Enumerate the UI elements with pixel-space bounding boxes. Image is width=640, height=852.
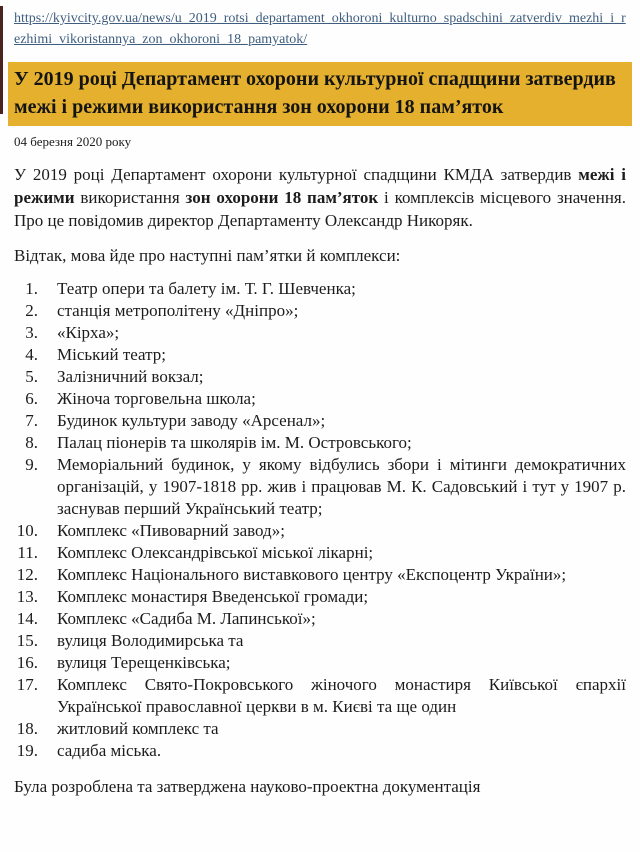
list-item-number: 13. — [16, 587, 38, 606]
list-item — [14, 300, 626, 322]
list-item-text: Театр опери та балету ім. Т. Г. Шевченка; — [57, 279, 356, 298]
list-item-number: 1. — [25, 279, 38, 298]
intro-text-1: У 2019 році Департамент охорони культурної спадщини КМДА затвердив — [14, 165, 579, 184]
list-item-text: Міський театр; — [57, 345, 166, 364]
list-item — [14, 410, 626, 432]
list-item — [14, 608, 626, 630]
closing-paragraph: Була розроблена та затверджена науково-проектна документація — [14, 777, 481, 796]
intro-bold-1: межі і режими — [14, 165, 626, 207]
list-item-number: 15. — [16, 631, 38, 650]
list-item — [14, 586, 626, 608]
list-item-text: вулиця Терещенківська; — [57, 653, 231, 672]
list-item-text: Комплекс Національного виставкового центру «Експоцентр України»; — [57, 565, 567, 584]
list-item-number: 8. — [25, 433, 38, 452]
list-item — [14, 454, 626, 520]
list-item-number: 16. — [16, 653, 38, 672]
list-item — [14, 630, 626, 652]
list-item-text: Палац піонерів та школярів ім. М. Островського; — [57, 433, 412, 452]
list-item-text: Будинок культури заводу «Арсенал»; — [57, 411, 326, 430]
list-item — [14, 652, 626, 674]
list-item-number: 12. — [16, 565, 38, 584]
list-item-number: 5. — [25, 367, 38, 386]
list-item — [14, 740, 626, 762]
lead-sentence: Відтак, мова йде про наступні пам’ятки й комплекси: — [14, 246, 401, 265]
list-item-text: Комплекс монастиря Введенської громади; — [57, 587, 369, 606]
list-item-text: житловий комплекс та — [57, 719, 219, 738]
list-item-text: Залізничний вокзал; — [57, 367, 204, 386]
list-item — [14, 366, 626, 388]
list-item-text: «Кірха»; — [57, 323, 120, 342]
list-item-number: 4. — [25, 345, 38, 364]
list-item — [14, 564, 626, 586]
list-item — [14, 718, 626, 740]
intro-bold-2: зон охорони 18 пам’яток — [185, 188, 379, 207]
list-item-text: Комплекс Свято-Покровського жіночого монастиря Київської єпархії Української православної церкви в м. Києві та ще один — [57, 675, 626, 716]
intro-text-3: і комплексів місцевого значення. Про це повідомив директор Департаменту Олександр Никоряк. — [14, 188, 626, 230]
list-item-number: 9. — [25, 455, 38, 474]
list-item-number: 10. — [16, 521, 38, 540]
list-item-number: 11. — [17, 543, 38, 562]
list-item-number: 6. — [25, 389, 38, 408]
list-item-text: Комплекс «Садиба М. Лапинської»; — [57, 609, 316, 628]
article-title: У 2019 році Департамент охорони культурної спадщини затвердив межі і режими використання зон охорони 18 пам’яток — [8, 62, 632, 126]
monuments-list — [14, 278, 626, 762]
scan-edge-artifact — [0, 6, 3, 114]
list-item — [14, 388, 626, 410]
list-item-text: Жіноча торговельна школа; — [57, 389, 256, 408]
list-item — [14, 674, 626, 718]
list-item-text: Меморіальний будинок, у якому відбулись збори і мітинги демократичних організацій, у 1907-1818 рр. жив і працював М. К. Садовський і тут у 1907 р. заснував перший Український театр; — [57, 455, 626, 518]
list-item-number: 19. — [16, 741, 38, 760]
publish-date: 04 березня 2020 року — [14, 134, 132, 149]
list-item — [14, 344, 626, 366]
list-item-number: 17. — [16, 675, 38, 694]
list-item-text: станція метрополітену «Дніпро»; — [57, 301, 299, 320]
list-item — [14, 278, 626, 300]
source-url-link[interactable]: https://kyivcity.gov.ua/news/u_2019_rotsi_departament_okhoroni_kulturno_spadschini_zatverdiv_mezhi_i_rezhimi_vikoristannya_zon_okhoroni_18_pamyatok/ — [14, 11, 626, 47]
list-item-number: 14. — [16, 609, 38, 628]
intro-text-2: використання — [74, 188, 186, 207]
list-item-number: 18. — [16, 719, 38, 738]
list-item-number: 2. — [25, 301, 38, 320]
list-item — [14, 520, 626, 542]
list-item-text: Комплекс Олександрівської міської лікарні; — [57, 543, 374, 562]
list-item-text: вулиця Володимирська та — [57, 631, 244, 650]
source-url-block — [14, 8, 626, 50]
list-item-text: Комплекс «Пивоварний завод»; — [57, 521, 285, 540]
list-item — [14, 542, 626, 564]
list-item-number: 3. — [25, 323, 38, 342]
list-item — [14, 322, 626, 344]
list-item-text: садиба міська. — [57, 741, 162, 760]
intro-paragraph — [14, 163, 626, 232]
list-item-number: 7. — [25, 411, 38, 430]
list-item — [14, 432, 626, 454]
